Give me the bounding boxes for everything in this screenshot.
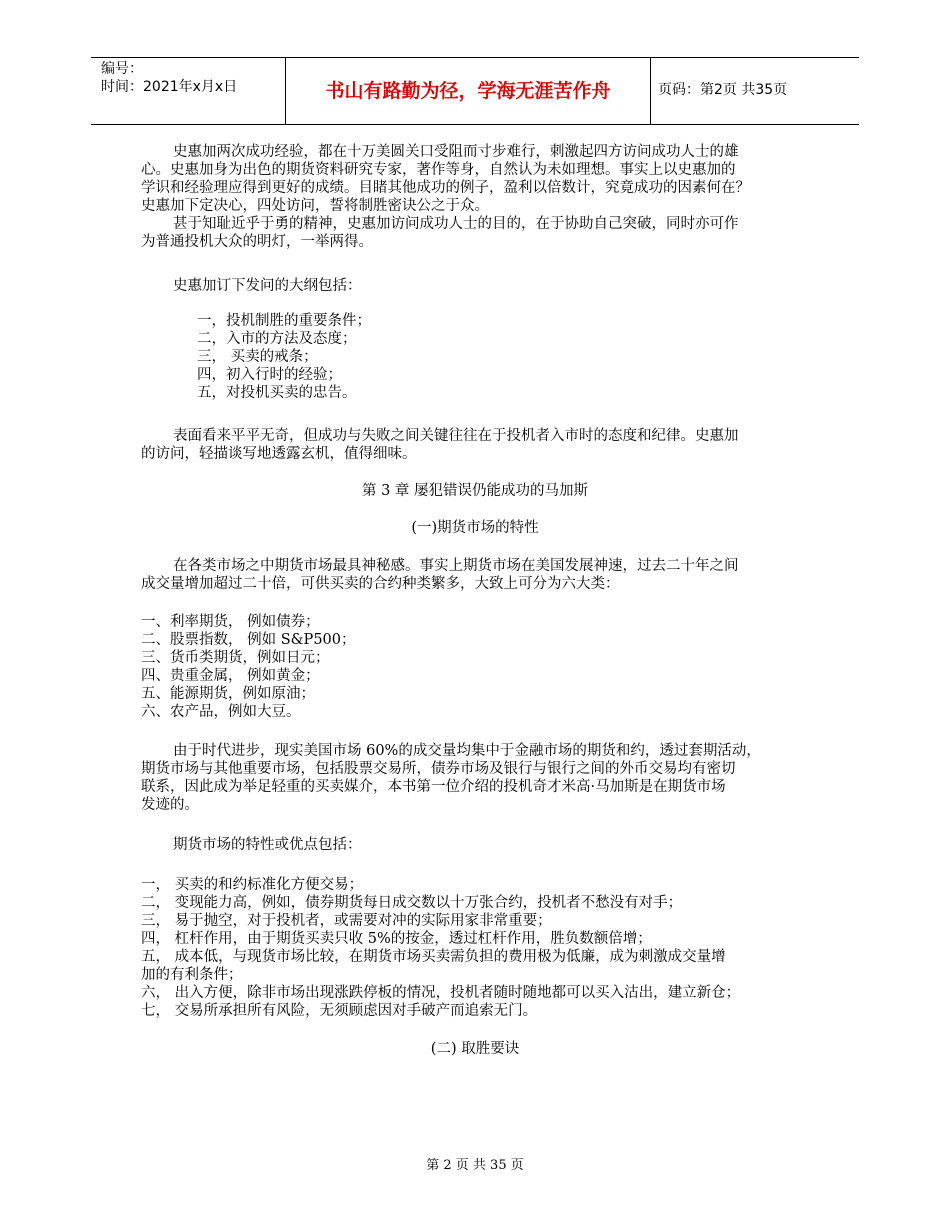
header-page-label: 页码：第2页 共35页 [658,82,788,98]
outline-item: 二，入市的方法及态度； [197,331,357,347]
feature-item: 二， 变现能力高，例如，债券期货每日成交数以十万张合约，投机者不愁没有对手； [141,895,683,911]
paragraph-line: 联系，因此成为举足轻重的买卖媒介，本书第一位介绍的投机奇才米高·马加斯是在期货市场 [141,779,726,795]
paragraph-line: 心。史惠加身为出色的期货资料研究专家，著作等身，自然认为未如理想。事实上以史惠加的 [141,162,736,178]
paragraph-line: 表面看来平平无奇，但成功与失败之间关键往往在于投机者入市时的态度和纪律。史惠加 [173,428,739,444]
paragraph-line: 成交量增加超过二十倍，可供买卖的合约种类繁多，大致上可分为六大类： [141,576,620,592]
category-item: 一、利率期货， 例如债券； [141,614,320,630]
paragraph-line: 期货市场与其他重要市场，包括股票交易所，债券市场及银行与银行之间的外币交易均有密切 [141,761,736,777]
outline-intro: 史惠加订下发问的大纲包括： [173,278,362,294]
features-intro: 期货市场的特性或优点包括： [173,837,362,853]
category-item: 三、货币类期货，例如日元； [141,650,330,666]
outline-item: 五，对投机买卖的忠告。 [197,385,357,401]
section-title: (一)期货市场的特性 [411,520,539,536]
category-item: 四、贵重金属， 例如黄金； [141,668,320,684]
number-label: 编号： [101,61,143,77]
paragraph-line: 由于时代进步，现实美国市场 60%的成交量均集中于金融市场的期货和约，透过套期活动， [173,743,761,759]
section-title: (二) 取胜要诀 [430,1041,520,1057]
outline-item: 四，初入行时的经验； [197,367,342,383]
feature-item: 六， 出入方便，除非市场出现涨跌停板的情况，投机者随时随地都可以买入沽出，建立新仓； [141,985,741,1001]
paragraph-line: 史惠加两次成功经验，都在十万美圆关口受阻而寸步难行，刺激起四方访问成功人士的雄 [173,144,739,160]
paragraph-line: 在各类市场之中期货市场最具神秘感。事实上期货市场在美国发展神速，过去二十年之间 [173,558,739,574]
document-header [91,57,859,125]
feature-item: 一， 买卖的和约标准化方便交易； [141,877,364,893]
category-item: 六、农产品，例如大豆。 [141,704,301,720]
paragraph-line: 学识和经验理应得到更好的成绩。目睹其他成功的例子，盈利以倍数计，究竟成功的因素何在？ [141,180,750,196]
header-info-cell [91,58,285,124]
page-footer: 第 2 页 共 35 页 [426,1158,524,1173]
paragraph-line: 甚于知耻近乎于勇的精神，史惠加访问成功人士的目的，在于协助自己突破，同时亦可作 [173,216,739,232]
feature-item: 四， 杠杆作用，由于期货买卖只收 5%的按金，透过杠杆作用，胜负数额倍增； [141,931,652,947]
outline-item: 三， 买卖的戒条； [197,349,318,365]
paragraph-line: 发迹的。 [141,797,199,813]
feature-item: 三， 易于抛空，对于投机者，或需要对冲的实际用家非常重要； [141,913,552,929]
header-page-cell [650,58,859,124]
paragraph-line: 史惠加下定决心，四处访问，誓将制胜密诀公之于众。 [141,198,489,214]
paragraph-line: 的访问，轻描谈写地透露玄机，值得细味。 [141,446,417,462]
feature-item: 七， 交易所承担所有风险，无须顾虑因对手破产而追索无门。 [141,1003,538,1019]
paragraph-line: 为普通投机大众的明灯，一举两得。 [141,234,373,250]
category-item: 二、股票指数， 例如 S&P500； [141,632,356,648]
feature-item: 五， 成本低，与现货市场比较，在期货市场买卖需负担的费用极为低廉，成为刺激成交量增 [141,949,726,965]
outline-item: 一，投机制胜的重要条件； [197,313,371,329]
motto-text: 书山有路勤为径，学海无涯苦作舟 [325,80,611,102]
time-label: 时间：2021年x月x日 [101,79,238,95]
chapter-title: 第 3 章 屡犯错误仍能成功的马加斯 [361,483,589,499]
category-item: 五、能源期货，例如原油； [141,686,315,702]
feature-item-continuation: 加的有利条件； [141,967,243,983]
header-motto-cell [285,58,651,124]
